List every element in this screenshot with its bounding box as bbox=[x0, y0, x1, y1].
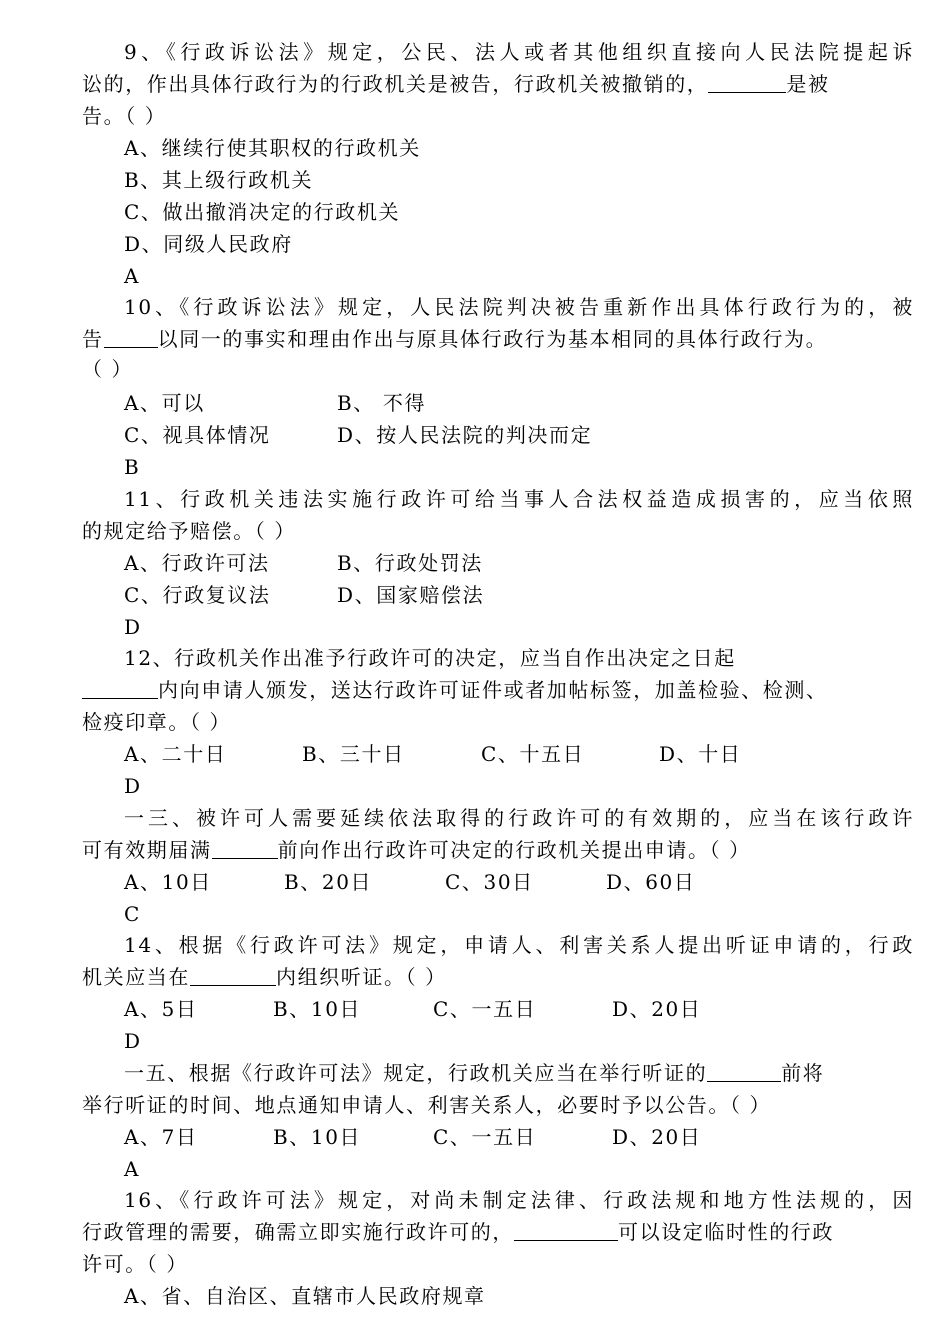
q14-line-2-text: 机关应当在 bbox=[82, 965, 190, 989]
q9-line-2-text: 讼的，作出具体行政行为的行政机关是被告，行政机关被撤销的， bbox=[82, 72, 709, 96]
q13-option-c: C、30日 bbox=[445, 870, 534, 894]
q13-line-1: 一三、被许可人需要延续依法取得的行政许可的有效期的，应当在该行政许 bbox=[124, 806, 914, 830]
q10-answer: B bbox=[124, 455, 141, 479]
fill-blank bbox=[190, 965, 276, 986]
q12-option-d: D、十日 bbox=[659, 742, 742, 766]
q14-option-a: A、5日 bbox=[124, 997, 198, 1021]
q16-line-2 bbox=[82, 1219, 872, 1245]
q16-line-2-tail: 可以设定临时性的行政 bbox=[618, 1220, 834, 1244]
q11-option-b: B、行政处罚法 bbox=[337, 551, 483, 575]
q13-answer: C bbox=[124, 902, 141, 926]
q15-line-2: 举行听证的时间、地点通知申请人、利害关系人，必要时予以公告。（ ） bbox=[82, 1093, 772, 1117]
fill-blank bbox=[514, 1220, 618, 1241]
q10-option-c: C、视具体情况 bbox=[124, 423, 271, 447]
q14-line-2 bbox=[82, 964, 872, 990]
q15-option-b: B、10日 bbox=[273, 1125, 362, 1149]
q12-line-1: 12、行政机关作出准予行政许可的决定，应当自作出决定之日起 bbox=[124, 646, 736, 670]
q9-line-2-tail: 是被 bbox=[786, 72, 830, 96]
q10-option-b: B、 不得 bbox=[337, 391, 427, 415]
fill-blank bbox=[708, 72, 786, 93]
fill-blank bbox=[707, 1061, 781, 1082]
q13-option-b: B、20日 bbox=[284, 870, 373, 894]
q15-answer: A bbox=[124, 1157, 141, 1181]
q12-option-a: A、二十日 bbox=[124, 742, 227, 766]
q15-option-a: A、7日 bbox=[124, 1125, 198, 1149]
fill-blank bbox=[82, 678, 158, 699]
q16-option-a: A、省、自治区、直辖市人民政府规章 bbox=[124, 1284, 486, 1308]
q15-line-1-text: 一五、根据《行政许可法》规定，行政机关应当在举行听证的 bbox=[124, 1061, 708, 1085]
q12-line-2-text: 内向申请人颁发，送达行政许可证件或者加帖标签，加盖检验、检测、 bbox=[158, 678, 828, 702]
q15-option-c: C、一五日 bbox=[433, 1125, 537, 1149]
q16-line-2-text: 行政管理的需要，确需立即实施行政许可的， bbox=[82, 1220, 514, 1244]
q9-option-a: A、继续行使其职权的行政机关 bbox=[124, 136, 421, 160]
q12-line-3: 检疫印章。（ ） bbox=[82, 710, 232, 734]
q15-line-1-tail: 前将 bbox=[781, 1061, 825, 1085]
q14-option-d: D、20日 bbox=[612, 997, 702, 1021]
q13-option-a: A、10日 bbox=[124, 870, 212, 894]
q9-answer: A bbox=[124, 264, 141, 288]
q16-line-3: 许可。（ ） bbox=[82, 1252, 188, 1276]
q11-option-a: A、行政许可法 bbox=[124, 551, 270, 575]
q12-option-c: C、十五日 bbox=[481, 742, 585, 766]
fill-blank bbox=[212, 838, 278, 859]
q9-line-1: 9、《行政诉讼法》规定，公民、法人或者其他组织直接向人民法院提起诉 bbox=[124, 40, 914, 64]
q14-answer: D bbox=[124, 1029, 142, 1053]
q12-answer: D bbox=[124, 774, 142, 798]
q13-line-2-text: 可有效期届满 bbox=[82, 838, 212, 862]
q9-option-c: C、做出撤消决定的行政机关 bbox=[124, 200, 401, 224]
q12-line-2 bbox=[82, 677, 872, 703]
q11-option-c: C、行政复议法 bbox=[124, 583, 271, 607]
q14-line-1: 14、根据《行政许可法》规定，申请人、利害关系人提出听证申请的，行政 bbox=[124, 933, 914, 957]
q10-line-1: 10、《行政诉讼法》规定，人民法院判决被告重新作出具体行政行为的，被 bbox=[124, 295, 914, 319]
fill-blank bbox=[104, 327, 158, 348]
q10-option-d: D、按人民法院的判决而定 bbox=[337, 423, 593, 447]
q9-line-3: 告。（ ） bbox=[82, 104, 167, 128]
q13-option-d: D、60日 bbox=[606, 870, 696, 894]
q11-line-2: 的规定给予赔偿。（ ） bbox=[82, 519, 296, 543]
q13-line-2-tail: 前向作出行政许可决定的行政机关提出申请。（ ） bbox=[277, 838, 751, 862]
q15-line-1 bbox=[124, 1060, 914, 1086]
q9-option-b: B、其上级行政机关 bbox=[124, 168, 314, 192]
q9-line-2 bbox=[82, 71, 872, 97]
q11-answer: D bbox=[124, 615, 142, 639]
q16-line-1: 16、《行政许可法》规定，对尚未制定法律、行政法规和地方性法规的，因 bbox=[124, 1188, 914, 1212]
q10-line-2-tail: 以同一的事实和理由作出与原具体行政行为基本相同的具体行政行为。 bbox=[157, 327, 828, 351]
q14-option-b: B、10日 bbox=[273, 997, 362, 1021]
q9-option-d: D、同级人民政府 bbox=[124, 232, 293, 256]
q11-line-1: 11、行政机关违法实施行政许可给当事人合法权益造成损害的，应当依照 bbox=[124, 487, 914, 511]
q15-option-d: D、20日 bbox=[612, 1125, 702, 1149]
q10-line-2-text: 告 bbox=[82, 327, 104, 351]
q12-option-b: B、三十日 bbox=[302, 742, 405, 766]
q10-option-a: A、可以 bbox=[124, 391, 205, 415]
q14-line-2-tail: 内组织听证。（ ） bbox=[276, 965, 447, 989]
q13-line-2 bbox=[82, 837, 872, 863]
q10-line-3: （ ） bbox=[82, 357, 134, 381]
q10-line-2 bbox=[82, 326, 872, 352]
q14-option-c: C、一五日 bbox=[433, 997, 537, 1021]
q11-option-d: D、国家赔偿法 bbox=[337, 583, 485, 607]
